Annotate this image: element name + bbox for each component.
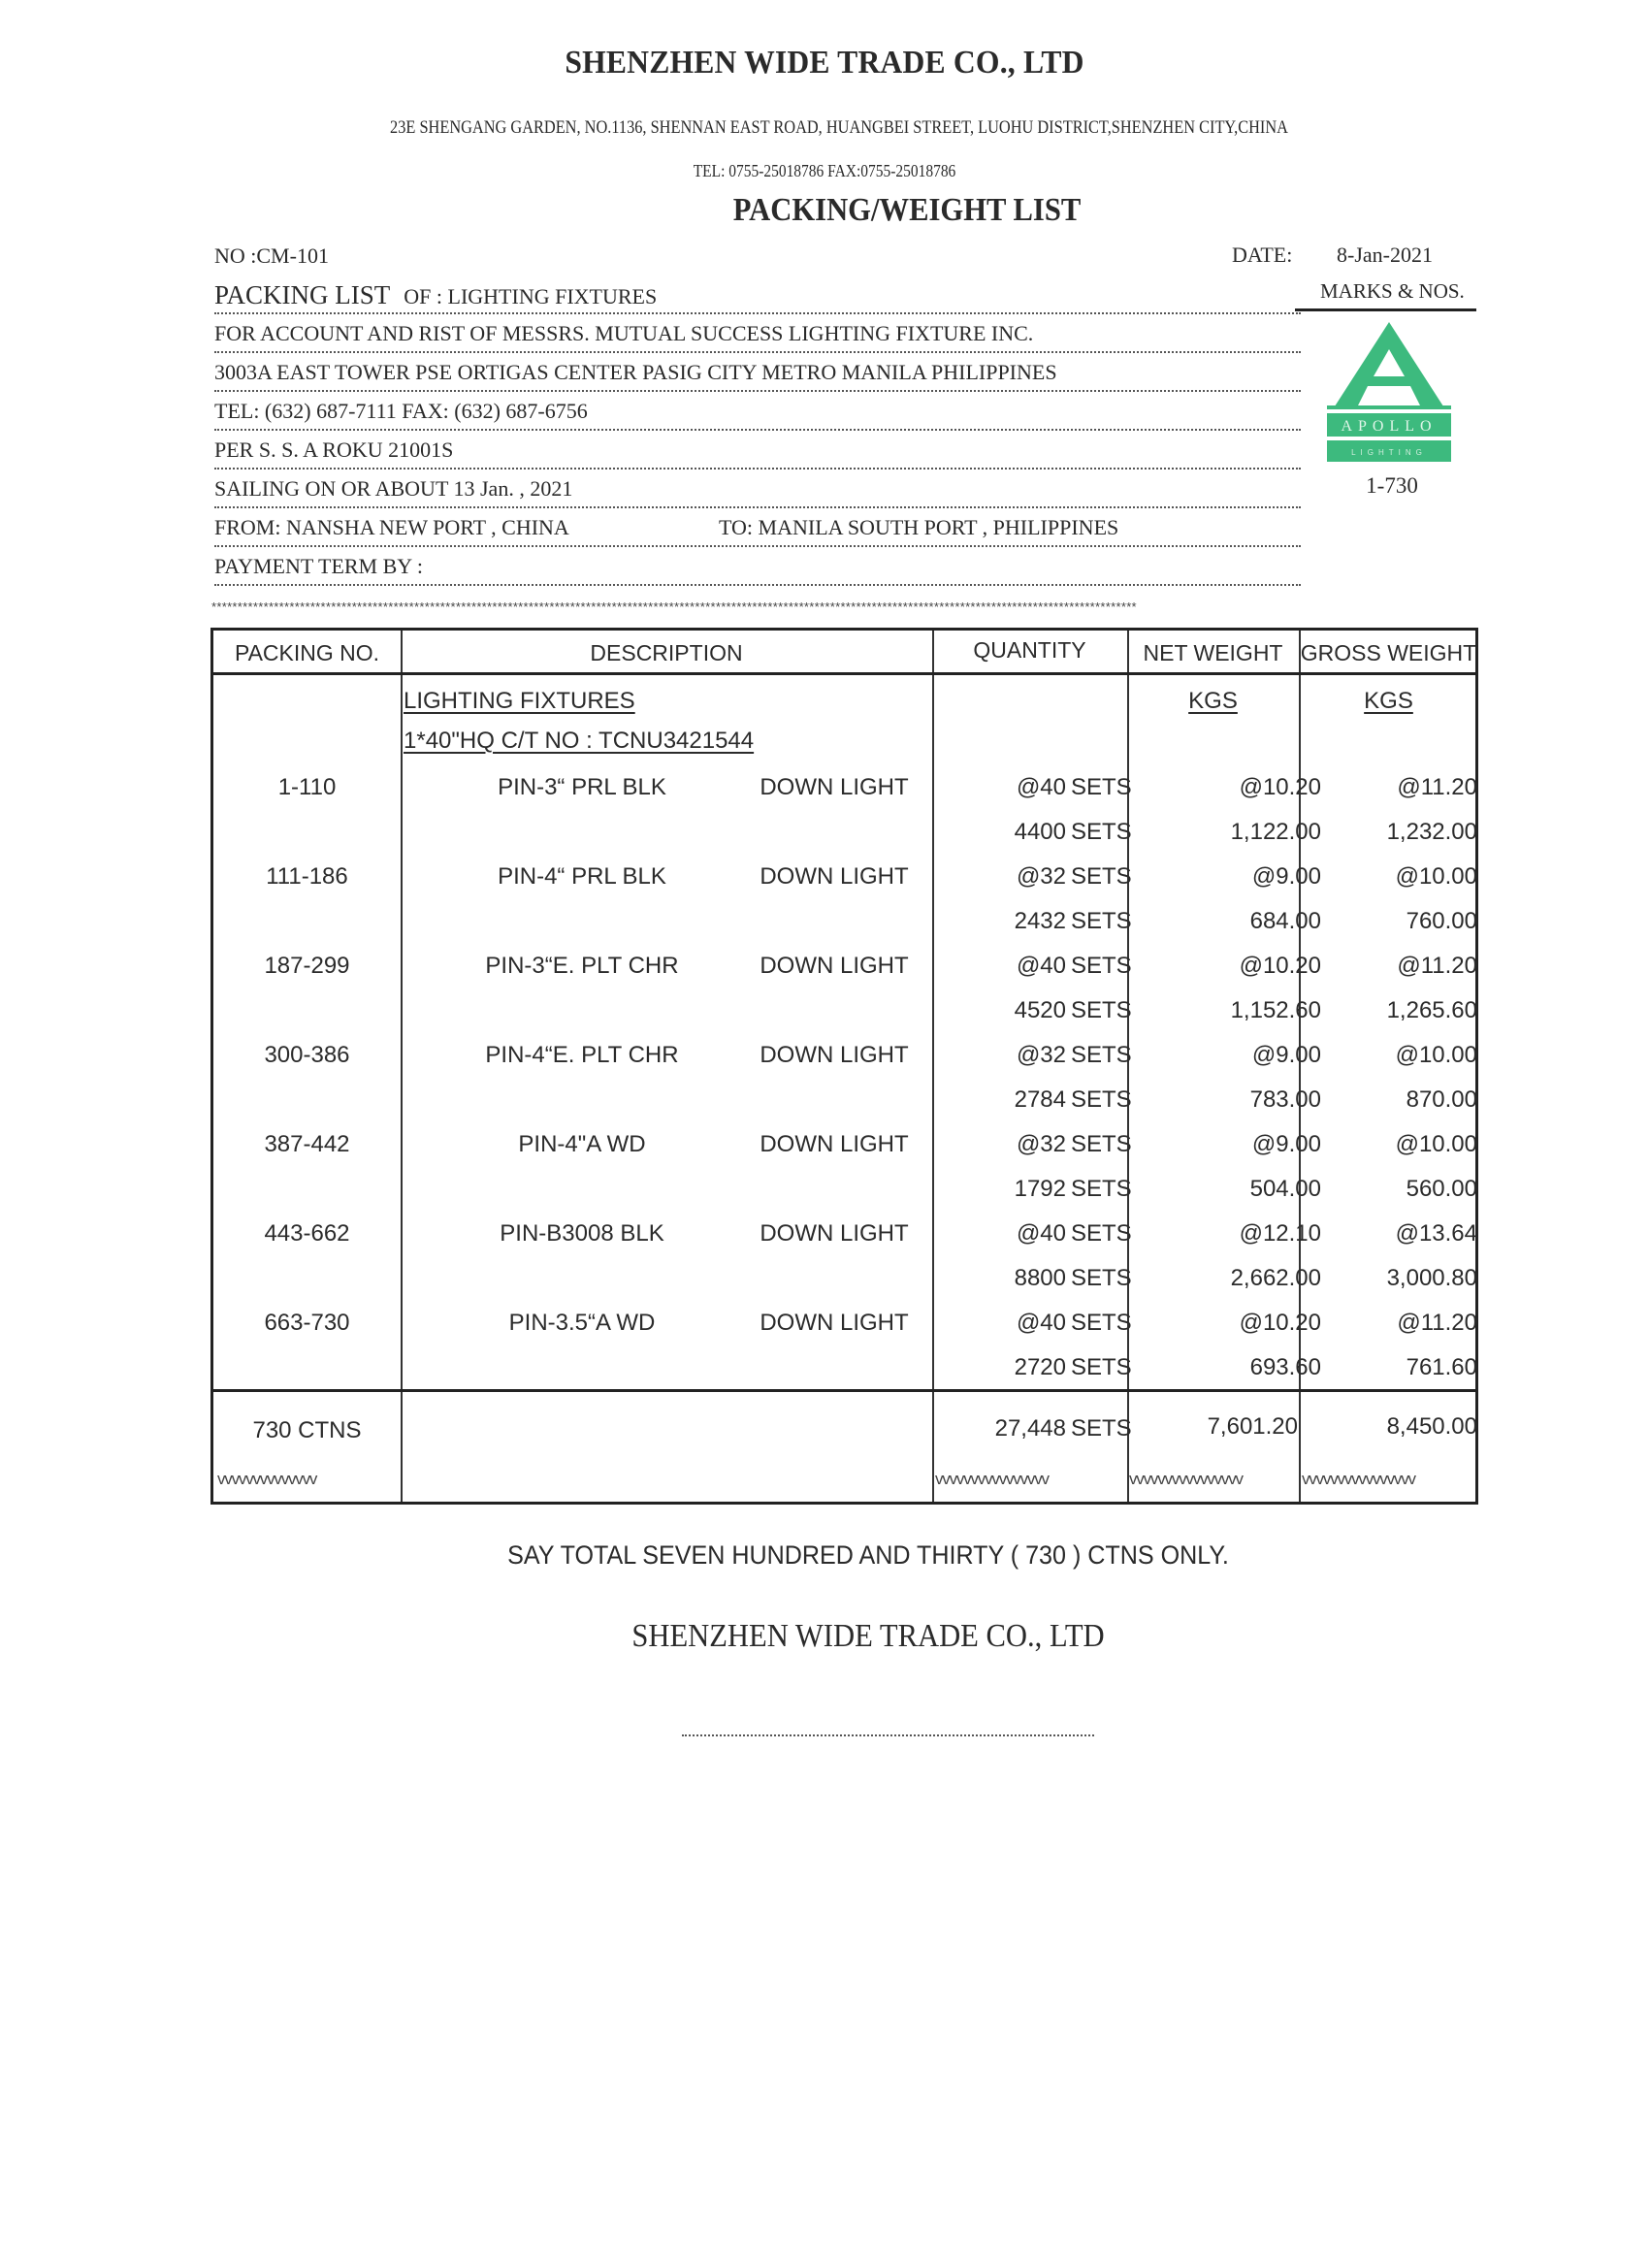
account-line: FOR ACCOUNT AND RIST OF MESSRS. MUTUAL SUCCESS LIGHTING FIXTURE INC. (214, 316, 1301, 353)
row-total-gross: 1,265.60 (1386, 997, 1477, 1023)
payment-term: PAYMENT TERM BY : (214, 549, 1301, 586)
row-type: DOWN LIGHT (760, 1042, 909, 1068)
row-per-carton-qty: @40 (1016, 1310, 1066, 1336)
row-total-net: 783.00 (1249, 1086, 1321, 1113)
row-per-carton-net: @10.20 (1239, 953, 1321, 979)
row-per-carton-unit: SETS (1071, 1042, 1132, 1068)
row-per-carton-net: @9.00 (1251, 863, 1321, 890)
row-per-carton-unit: SETS (1071, 863, 1132, 890)
wavy-mark: vvvvvvvvvvvvvvvv (1129, 1470, 1243, 1488)
row-per-carton-gross: @10.00 (1395, 863, 1477, 890)
row-total-unit: SETS (1071, 997, 1132, 1023)
document-title: PACKING/WEIGHT LIST (732, 192, 1082, 228)
row-per-carton-net: @9.00 (1251, 1042, 1321, 1068)
row-per-carton-gross: @10.00 (1395, 1042, 1477, 1068)
row-total-gross: 761.60 (1406, 1354, 1477, 1380)
signing-company: SHENZHEN WIDE TRADE CO., LTD (631, 1618, 1105, 1654)
row-total-qty: 1792 (1014, 1176, 1066, 1202)
row-packing-no: 663-730 (264, 1310, 350, 1336)
row-total-net: 2,662.00 (1230, 1265, 1321, 1291)
row-total-gross: 3,000.80 (1386, 1265, 1477, 1291)
header-quantity: QUANTITY (973, 637, 1086, 663)
from-port: FROM: NANSHA NEW PORT , CHINA (214, 515, 569, 539)
row-total-qty: 2720 (1014, 1354, 1066, 1380)
row-type: DOWN LIGHT (760, 953, 909, 979)
row-per-carton-gross: @11.20 (1397, 953, 1477, 979)
row-per-carton-unit: SETS (1071, 1220, 1132, 1247)
sailing-line: SAILING ON OR ABOUT 13 Jan. , 2021 (214, 471, 1301, 508)
consignee-address: 3003A EAST TOWER PSE ORTIGAS CENTER PASIG CITY METRO MANILA PHILIPPINES (214, 355, 1301, 392)
row-per-carton-unit: SETS (1071, 953, 1132, 979)
row-type: DOWN LIGHT (760, 774, 909, 800)
row-model: PIN-4"A WD (518, 1131, 646, 1157)
row-total-gross: 760.00 (1406, 908, 1477, 934)
totals-divider (213, 1389, 1475, 1392)
total-cartons: 730 CTNS (252, 1417, 362, 1443)
header-net-weight: NET WEIGHT (1143, 640, 1283, 665)
company-address: 23E SHENGANG GARDEN, NO.1136, SHENNAN EAST ROAD, HUANGBEI STREET, LUOHU DISTRICT,SHENZHEN CITY,CHINA (390, 117, 1288, 138)
marks-range: 1-730 (1366, 473, 1418, 498)
col-divider (401, 631, 403, 1502)
total-quantity-unit: SETS (1071, 1415, 1132, 1442)
row-total-qty: 2432 (1014, 908, 1066, 934)
marks-label: MARKS & NOS. (1320, 279, 1465, 303)
row-total-net: 693.60 (1249, 1354, 1321, 1380)
row-model: PIN-3.5“A WD (508, 1310, 656, 1336)
row-total-unit: SETS (1071, 819, 1132, 845)
row-total-gross: 560.00 (1406, 1176, 1477, 1202)
row-model: PIN-4“ PRL BLK (498, 863, 666, 890)
packing-list-label: PACKING LIST (214, 280, 391, 309)
row-per-carton-unit: SETS (1071, 1310, 1132, 1336)
row-packing-no: 1-110 (277, 774, 337, 800)
row-total-qty: 4520 (1014, 997, 1066, 1023)
row-per-carton-qty: @40 (1016, 953, 1066, 979)
row-per-carton-net: @12.10 (1239, 1220, 1321, 1247)
row-packing-no: 300-386 (264, 1042, 350, 1068)
row-per-carton-qty: @40 (1016, 774, 1066, 800)
row-total-unit: SETS (1071, 908, 1132, 934)
container-number: 1*40"HQ C/T NO : TCNU3421544 (404, 728, 755, 754)
packing-list-of: OF : LIGHTING FIXTURES (404, 284, 658, 308)
row-total-net: 1,152.60 (1230, 997, 1321, 1023)
row-total-unit: SETS (1071, 1265, 1132, 1291)
row-total-net: 1,122.00 (1230, 819, 1321, 845)
row-packing-no: 443-662 (264, 1220, 350, 1247)
row-total-net: 504.00 (1249, 1176, 1321, 1202)
row-per-carton-net: @10.20 (1239, 774, 1321, 800)
total-gross-weight: 8,450.00 (1386, 1413, 1477, 1440)
row-total-net: 684.00 (1249, 908, 1321, 934)
row-per-carton-gross: @10.00 (1395, 1131, 1477, 1157)
packing-list-line (214, 277, 1301, 314)
signature-line (682, 1734, 1094, 1736)
row-total-unit: SETS (1071, 1354, 1132, 1380)
row-per-carton-qty: @32 (1016, 863, 1066, 890)
say-total: SAY TOTAL SEVEN HUNDRED AND THIRTY ( 730 ) CTNS ONLY. (507, 1540, 1229, 1570)
row-model: PIN-B3008 BLK (500, 1220, 664, 1247)
row-type: DOWN LIGHT (760, 1131, 909, 1157)
company-title: SHENZHEN WIDE TRADE CO., LTD (565, 45, 1084, 81)
row-per-carton-gross: @11.20 (1397, 774, 1477, 800)
wavy-mark: vvvvvvvvvvvvvv (217, 1470, 317, 1488)
gross-unit: KGS (1364, 688, 1413, 714)
desc-title: LIGHTING FIXTURES (404, 688, 635, 714)
row-packing-no: 387-442 (264, 1131, 350, 1157)
row-model: PIN-4“E. PLT CHR (485, 1042, 679, 1068)
logo-sub: LIGHTING (1351, 448, 1427, 457)
row-per-carton-qty: @32 (1016, 1042, 1066, 1068)
vessel-line: PER S. S. A ROKU 21001S (214, 433, 1301, 470)
row-per-carton-net: @10.20 (1239, 1310, 1321, 1336)
row-per-carton-gross: @11.20 (1397, 1310, 1477, 1336)
row-per-carton-qty: @32 (1016, 1131, 1066, 1157)
row-type: DOWN LIGHT (760, 863, 909, 890)
header-gross-weight: GROSS WEIGHT (1300, 640, 1477, 665)
row-per-carton-net: @9.00 (1251, 1131, 1321, 1157)
row-model: PIN-3“E. PLT CHR (485, 953, 679, 979)
row-total-qty: 4400 (1014, 819, 1066, 845)
row-total-unit: SETS (1071, 1176, 1132, 1202)
total-net-weight: 7,601.20 (1207, 1413, 1298, 1440)
packing-table (210, 628, 1478, 1505)
row-total-gross: 870.00 (1406, 1086, 1477, 1113)
total-quantity: 27,448 (994, 1415, 1066, 1442)
star-separator: ********************************************************************************************************************************************************************************** (211, 599, 1137, 614)
row-model: PIN-3“ PRL BLK (498, 774, 666, 800)
row-total-gross: 1,232.00 (1386, 819, 1477, 845)
row-packing-no: 111-186 (266, 863, 348, 890)
row-per-carton-unit: SETS (1071, 1131, 1132, 1157)
apollo-logo (1327, 320, 1451, 464)
marks-underline (1295, 308, 1476, 311)
net-unit: KGS (1188, 688, 1238, 714)
row-packing-no: 187-299 (264, 953, 350, 979)
row-per-carton-gross: @13.64 (1395, 1220, 1477, 1247)
row-per-carton-qty: @40 (1016, 1220, 1066, 1247)
to-port: TO: MANILA SOUTH PORT , PHILIPPINES (719, 515, 1119, 539)
document-number: NO :CM-101 (214, 243, 329, 268)
header-packing-no: PACKING NO. (234, 640, 380, 665)
company-contact: TEL: 0755-25018786 FAX:0755-25018786 (693, 161, 956, 180)
logo-name: APOLLO (1341, 418, 1438, 435)
route-line (214, 510, 1301, 547)
row-per-carton-unit: SETS (1071, 774, 1132, 800)
date-label: DATE: (1232, 243, 1293, 267)
wavy-mark: vvvvvvvvvvvvvvvv (1302, 1470, 1415, 1488)
row-total-qty: 2784 (1014, 1086, 1066, 1113)
row-type: DOWN LIGHT (760, 1310, 909, 1336)
row-type: DOWN LIGHT (760, 1220, 909, 1247)
date-value: 8-Jan-2021 (1337, 243, 1433, 267)
consignee-tel-fax: TEL: (632) 687-7111 FAX: (632) 687-6756 (214, 394, 1301, 431)
wavy-mark: vvvvvvvvvvvvvvvv (935, 1470, 1049, 1488)
row-total-qty: 8800 (1014, 1265, 1066, 1291)
header-description: DESCRIPTION (590, 640, 743, 665)
row-total-unit: SETS (1071, 1086, 1132, 1113)
